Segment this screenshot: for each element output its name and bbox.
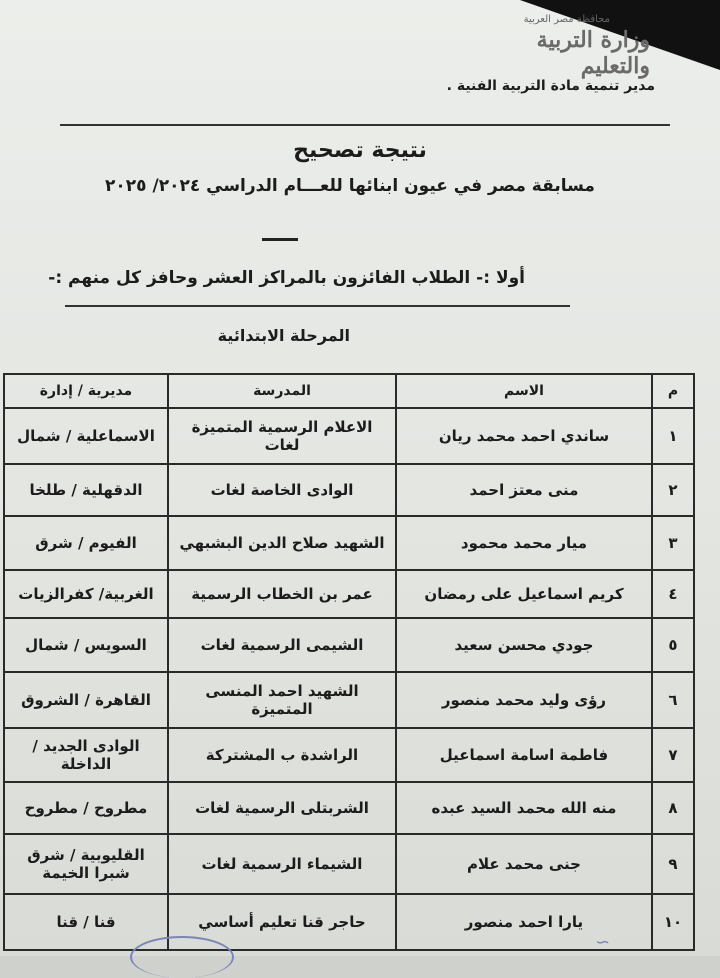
logo-main-text: وزارة التربية والتعليم <box>536 27 650 79</box>
row-name: منى معتز احمد <box>396 464 652 516</box>
row-num: ٣ <box>652 516 694 570</box>
row-name: جنى محمد علام <box>396 834 652 894</box>
table-row <box>4 834 694 894</box>
header-directorate: مديرية / إدارة <box>4 374 168 408</box>
header-school: المدرسة <box>168 374 396 408</box>
document-subtitle: مسابقة مصر في عيون ابنائها للعـــام الدراسي ٢٠٢٤/ ٢٠٢٥ <box>105 176 595 196</box>
row-name: ساندي احمد محمد ريان <box>396 408 652 464</box>
row-directorate: الغربية/ كفرالزيات <box>4 570 168 618</box>
table-row <box>4 570 694 618</box>
row-school: الشهيد احمد المنسى المتميزة <box>168 672 396 728</box>
row-name: يارا احمد منصور <box>396 894 652 950</box>
title-dash <box>262 238 298 241</box>
header-num: م <box>652 374 694 408</box>
row-school: حاجر قنا تعليم أساسي <box>168 894 396 950</box>
row-school: الشربتلى الرسمية لغات <box>168 782 396 834</box>
row-directorate: الوادى الجديد / الداخلة <box>4 728 168 782</box>
section-heading: أولا :- الطلاب الفائزون بالمراكز العشر وحافز كل منهم :- <box>48 268 525 288</box>
table-row <box>4 728 694 782</box>
table-row <box>4 782 694 834</box>
department-label: مدير تنمية مادة التربية الفنية . <box>446 78 655 94</box>
row-name: ميار محمد محمود <box>396 516 652 570</box>
row-directorate: الدقهلية / طلخا <box>4 464 168 516</box>
row-directorate: القاهرة / الشروق <box>4 672 168 728</box>
row-school: الشهيد صلاح الدين البشبهي <box>168 516 396 570</box>
row-directorate: مطروح / مطروح <box>4 782 168 834</box>
table-header-row <box>4 374 694 408</box>
results-table <box>3 373 695 951</box>
row-num: ٤ <box>652 570 694 618</box>
header-divider <box>60 124 670 126</box>
table-row <box>4 464 694 516</box>
table-row <box>4 516 694 570</box>
row-name: كريم اسماعيل على رمضان <box>396 570 652 618</box>
row-num: ٧ <box>652 728 694 782</box>
row-school: الشيماء الرسمية لغات <box>168 834 396 894</box>
stage-heading: المرحلة الابتدائية <box>217 326 350 345</box>
row-num: ٥ <box>652 618 694 672</box>
ministry-logo <box>470 14 650 79</box>
row-school: الاعلام الرسمية المتميزة لغات <box>168 408 396 464</box>
header-name: الاسم <box>396 374 652 408</box>
row-directorate: قنا / قنا <box>4 894 168 950</box>
table-row <box>4 618 694 672</box>
row-name: منه الله محمد السيد عبده <box>396 782 652 834</box>
row-num: ١٠ <box>652 894 694 950</box>
row-num: ٢ <box>652 464 694 516</box>
row-school: الوادى الخاصة لغات <box>168 464 396 516</box>
document-title: نتيجة تصحيح <box>293 138 427 163</box>
row-num: ٦ <box>652 672 694 728</box>
row-directorate: الفيوم / شرق <box>4 516 168 570</box>
row-directorate: السويس / شمال <box>4 618 168 672</box>
row-school: الشيمى الرسمية لغات <box>168 618 396 672</box>
row-school: عمر بن الخطاب الرسمية <box>168 570 396 618</box>
row-school: الراشدة ب المشتركة <box>168 728 396 782</box>
table-row <box>4 894 694 950</box>
stamp-mark <box>130 936 234 978</box>
row-name: جودي محسن سعيد <box>396 618 652 672</box>
row-num: ٨ <box>652 782 694 834</box>
table-row <box>4 408 694 464</box>
logo-small-text: محافظة مصر العربية <box>523 14 610 25</box>
row-directorate: القليوبية / شرق شبرا الخيمة <box>4 834 168 894</box>
row-num: ١ <box>652 408 694 464</box>
row-name: فاطمة اسامة اسماعيل <box>396 728 652 782</box>
signature-mark: ∽ <box>595 932 611 953</box>
row-num: ٩ <box>652 834 694 894</box>
row-name: رؤى وليد محمد منصور <box>396 672 652 728</box>
row-directorate: الاسماعلية / شمال <box>4 408 168 464</box>
section-divider <box>65 305 570 307</box>
table-row <box>4 672 694 728</box>
